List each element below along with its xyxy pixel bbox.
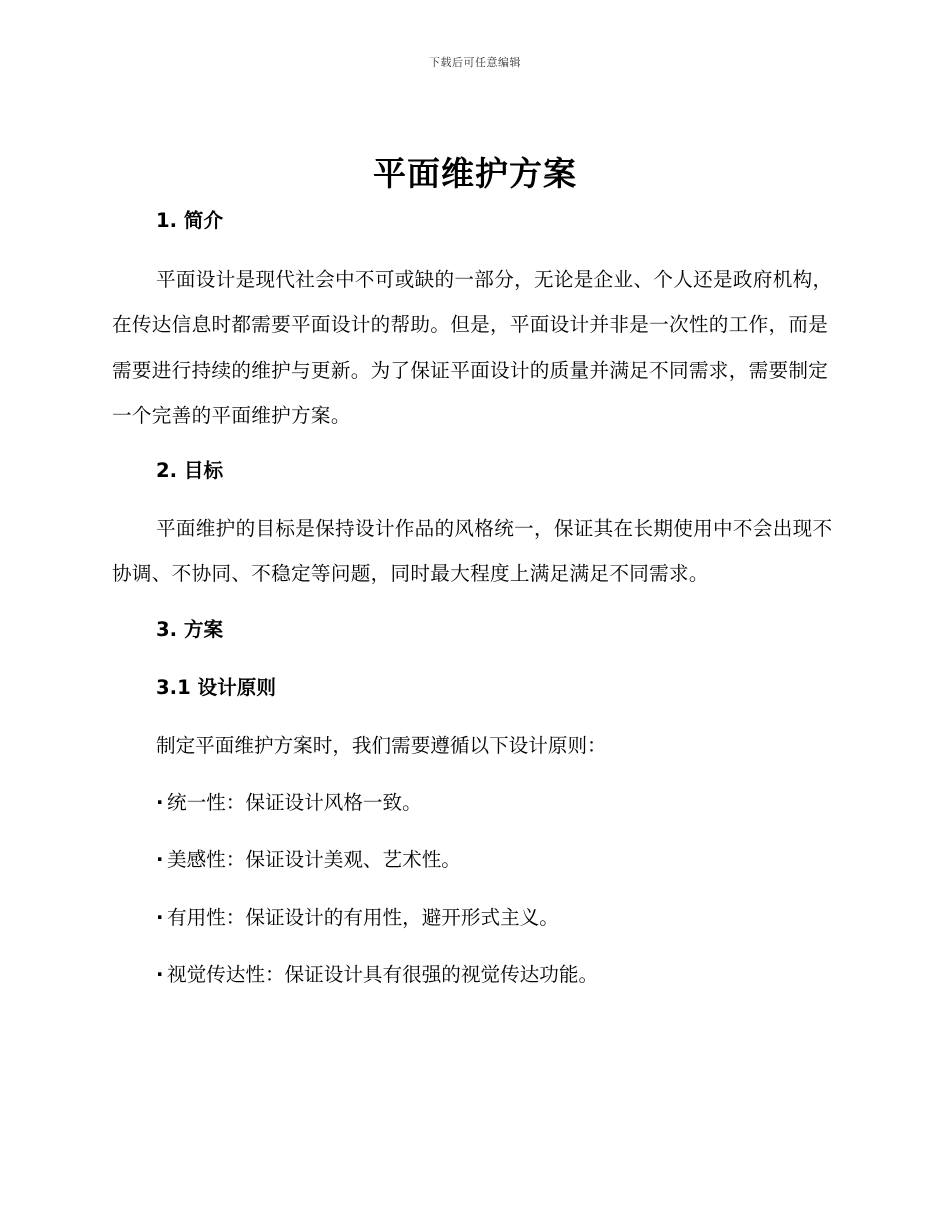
principles-lead-text: 制定平面维护方案时，我们需要遵循以下设计原则： xyxy=(156,734,607,757)
bullet-dot: · xyxy=(156,963,164,986)
header-note: 下载后可任意编辑 xyxy=(429,56,521,69)
intro-paragraph: 平面设计是现代社会中不可或缺的一部分，无论是企业、个人还是政府机构，在传达信息时都需要平面设计的帮助。但是，平面设计并非是一次性的工作，而是需要进行持续的维护与更新。为了保证平面设计的质量并满足不同需求，需要制定一个完善的平面维护方案。 xyxy=(112,268,833,427)
bullet-text: 美感性：保证设计美观、艺术性。 xyxy=(167,848,461,871)
goal-paragraph: 平面维护的目标是保持设计作品的风格统一，保证其在长期使用中不会出现不协调、不协同、不稳定等问题，同时最大程度上满足满足不同需求。 xyxy=(112,517,833,586)
bullet-item xyxy=(112,961,882,989)
bullet-item xyxy=(112,846,882,874)
bullet-item xyxy=(112,904,882,932)
bullet-item xyxy=(112,789,882,817)
bullet-dot: · xyxy=(156,848,164,871)
bullet-dot: · xyxy=(156,906,164,929)
section-heading-plan: 3. 方案 xyxy=(156,618,224,641)
bullet-dot: · xyxy=(156,791,164,814)
page-title: 平面维护方案 xyxy=(373,154,577,193)
bullet-text: 有用性：保证设计的有用性，避开形式主义。 xyxy=(167,906,559,929)
bullet-text: 统一性：保证设计风格一致。 xyxy=(167,791,422,814)
section-heading-goal: 2. 目标 xyxy=(156,459,224,482)
subsection-heading-design-principles: 3.1 设计原则 xyxy=(156,676,276,699)
bullet-text: 视觉传达性：保证设计具有很强的视觉传达功能。 xyxy=(167,963,599,986)
section-heading-intro: 1. 简介 xyxy=(156,209,224,232)
